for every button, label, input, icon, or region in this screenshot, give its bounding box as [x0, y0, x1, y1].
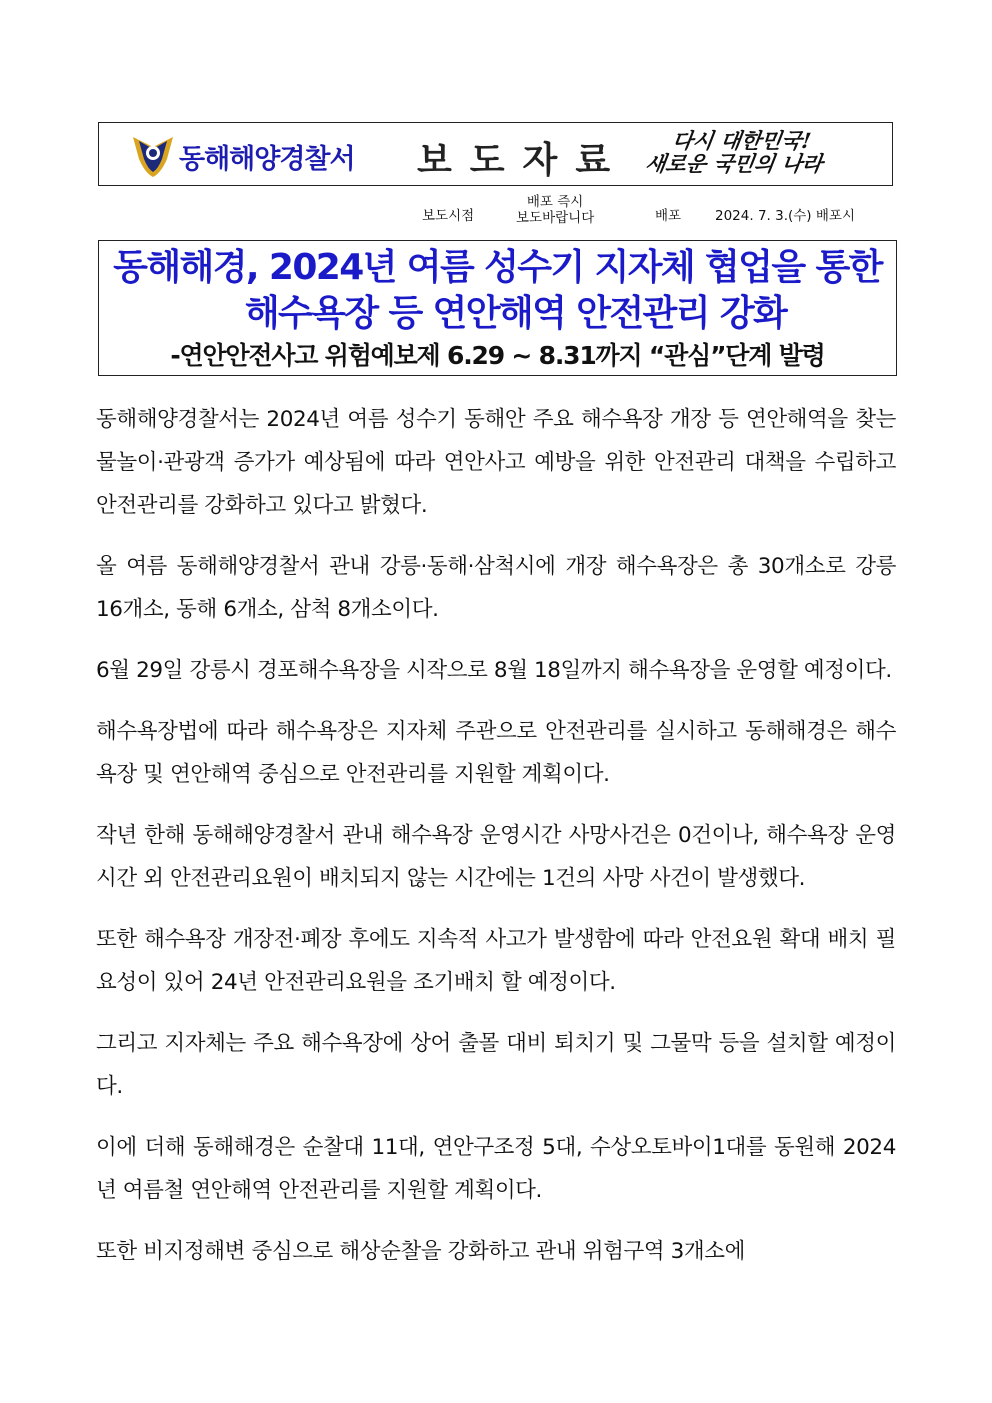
slogan-line-2: 새로운 국민의 나라: [643, 151, 825, 176]
paragraph: 6월 29일 강릉시 경포해수욕장을 시작으로 8월 18일까지 해수욕장을 운영할 예정이다.: [96, 658, 892, 683]
paragraph: 또한 비지정해변 중심으로 해상순찰을 강화하고 관내 위험구역 3개소에: [96, 1239, 746, 1264]
press-release-header: [98, 122, 893, 186]
paragraph: 작년 한해 동해해양경찰서 관내 해수욕장 운영시간 사망사건은 0건이나, 해수욕장 운영시간 외 안전관리요원이 배치되지 않는 시간에는 1건의 사망 사건이 발생했다.: [96, 823, 896, 891]
paragraph: 해수욕장법에 따라 해수욕장은 지자체 주관으로 안전관리를 실시하고 동해해경은 해수욕장 및 연안해역 중심으로 안전관리를 지원할 계획이다.: [96, 719, 896, 787]
slogan-line-1: 다시 대한민국!: [670, 128, 813, 153]
release-label: 보도시점: [422, 208, 475, 224]
paragraph: 동해해양경찰서는 2024년 여름 성수기 동해안 주요 해수욕장 개장 등 연안해역을 찾는 물놀이·관광객 증가가 예상됨에 따라 연안사고 예방을 위한 안전관리 대책을 수립하고 안전관리를 강화하고 있다고 밝혔다.: [96, 407, 896, 518]
release-time: [516, 194, 594, 226]
article-body: [96, 398, 896, 1291]
paragraph: 이에 더해 동해해경은 순찰대 11대, 연안구조정 5대, 수상오토바이1대를 동원해 2024년 여름철 연안해역 안전관리를 지원할 계획이다.: [96, 1135, 896, 1203]
org-name: 동해해양경찰서: [179, 144, 355, 175]
paragraph: 올 여름 동해해양경찰서 관내 강릉·동해·삼척시에 개장 해수욕장은 총 30개소로 강릉 16개소, 동해 6개소, 삼척 8개소이다.: [96, 554, 896, 622]
paragraph: 또한 해수욕장 개장전·폐장 후에도 지속적 사고가 발생함에 따라 안전요원 확대 배치 필요성이 있어 24년 안전관리요원을 조기배치 할 예정이다.: [96, 927, 896, 995]
coast-guard-emblem-icon: [131, 133, 175, 179]
release-time-line-2: 보도바랍니다: [516, 210, 595, 226]
doc-type-title: 보도자료: [417, 140, 629, 181]
paragraph: 그리고 지자체는 주요 해수욕장에 상어 출몰 대비 퇴치기 및 그물막 등을 설치할 예정이다.: [96, 1031, 896, 1099]
distribution-date: 2024. 7. 3.(수) 배포시: [715, 208, 855, 224]
headline-line-1: 동해해경, 2024년 여름 성수기 지자체 협업을 통한: [113, 247, 882, 288]
release-time-line-1: 배포 즉시: [526, 194, 584, 210]
release-info: [98, 192, 893, 232]
headline-line-2: 해수욕장 등 연안해역 안전관리 강화: [244, 293, 787, 334]
headline-box: [98, 240, 897, 376]
distribution-label: 배포: [655, 208, 682, 224]
slogan: [644, 129, 885, 175]
subheadline: -연안안전사고 위험예보제 6.29 ~ 8.31까지 “관심”단계 발령: [170, 341, 825, 370]
